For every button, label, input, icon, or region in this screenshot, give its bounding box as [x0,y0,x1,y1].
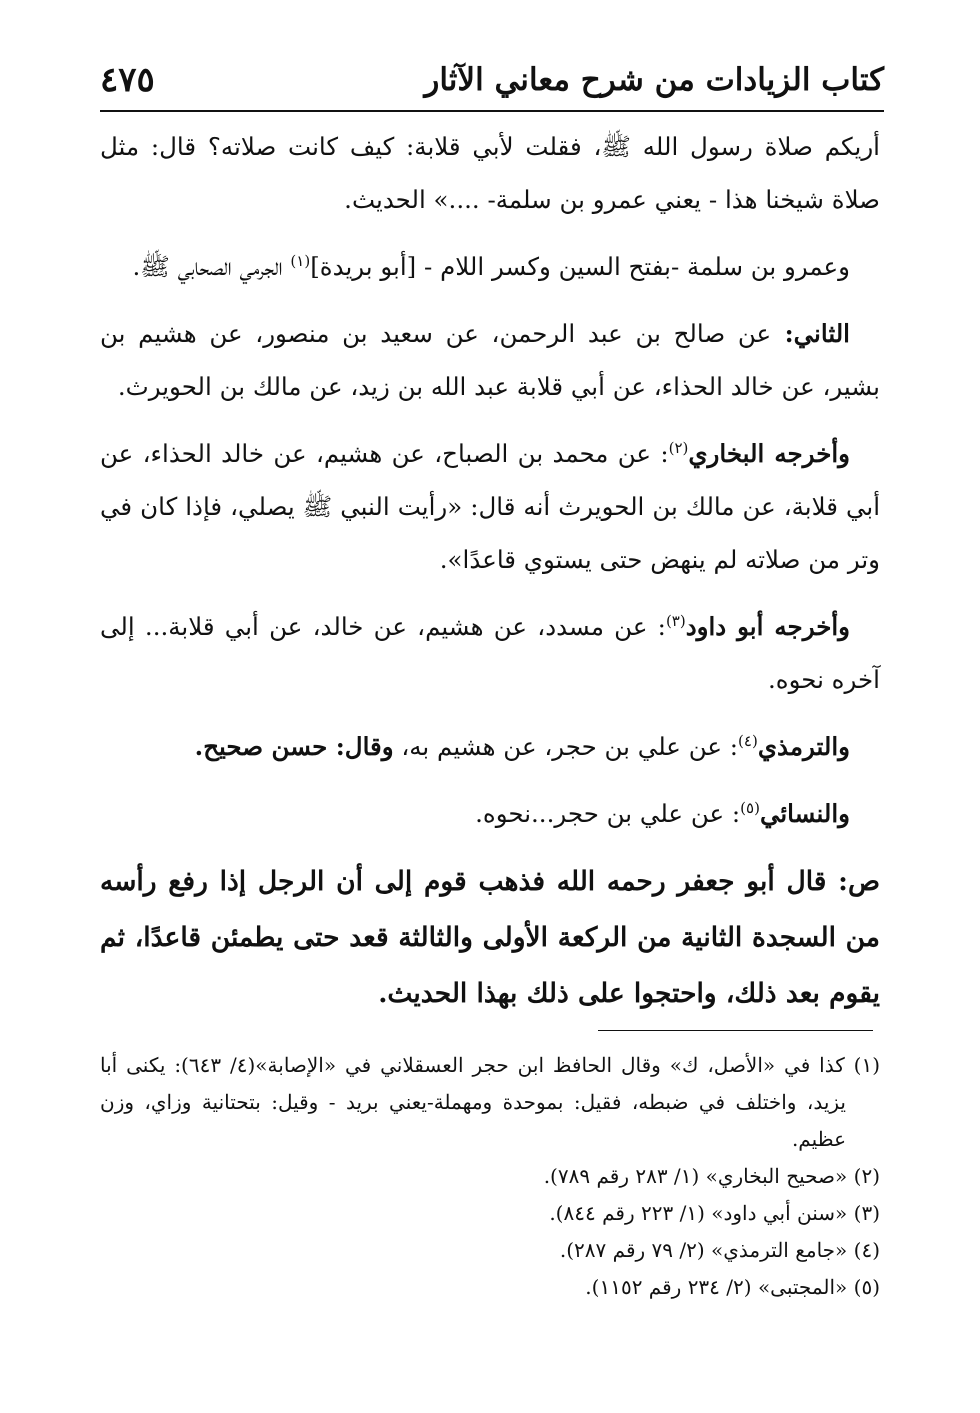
footnote-ref-1: (١) [290,251,311,270]
footnote-5: (٥) «المجتبى» (٢/ ٢٣٤ رقم ١١٥٢). [585,1275,880,1299]
footnote-rule [598,1030,873,1031]
paragraph-3-heading: الثاني: [771,319,850,348]
paragraph-5 [100,600,880,706]
paragraph-6-text: : عن علي بن حجر، عن هشيم به، [393,732,739,761]
paragraph-2 [100,240,880,293]
header-rule [100,110,884,112]
paragraph-3 [100,307,880,413]
paragraph-1: أريكم صلاة رسول الله ﷺ، فقلت لأبي قلابة: كيف كانت صلاته؟ قال: مثل صلاة شيخنا هذا - يعني عمرو بن سلمة- ....» الحديث. [100,132,880,214]
paragraph-7-text: : عن علي بن حجر...نحوه. [475,799,741,828]
paragraph-4-heading: وأخرجه البخاري [688,439,850,468]
paragraph-6-grading: وقال: حسن صحيح. [194,732,394,761]
paragraph-2-text-a: وعمرو بن سلمة -بفتح السين وكسر اللام - [أبو بريدة] [310,252,850,281]
paragraph-4-text: : عن محمد بن الصباح، عن هشيم، عن خالد الحذاء، عن أبي قلابة، عن مالك بن الحويرث أنه قال: «رأيت النبي ﷺ يصلي، فإذا كان في وتر من صلاته لم ينهض حتى يستوي قاعدًا». [100,439,880,574]
footnote-2: (٢) «صحيح البخاري» (١/ ٢٨٣ رقم ٧٨٩). [543,1164,880,1188]
running-title: كتاب الزيادات من شرح معاني الآثار [424,62,884,98]
paragraph-5-text: : عن مسدد، عن هشيم، عن خالد، عن أبي قلابة... إلى آخره نحوه. [100,612,880,694]
paragraph-2-text-b: الجرمي الصحابي ﷺ. [132,252,291,281]
paragraph-5-heading: وأخرجه أبو داود [685,612,850,641]
main-text [100,120,880,1036]
footnote-ref-5: (٥) [740,798,760,817]
footnote-ref-3: (٣) [665,611,686,630]
page-number: ٤٧٥ [100,60,155,100]
paragraph-3-text: عن صالح بن عبد الرحمن، عن سعيد بن منصور، عن هشيم بن بشير، عن خالد الحذاء، عن أبي قلابة عبد الله بن زيد، عن مالك بن الحويرث. [100,319,880,401]
paragraph-7 [100,787,880,840]
paragraph-7-heading: والنسائي [759,799,850,828]
paragraph-8: ص: قال أبو جعفر رحمه الله فذهب قوم إلى أن الرجل إذا رفع رأسه من السجدة الثانية من الركعة الأولى والثالثة قعد حتى يطمئن قاعدًا، ثم يقوم بعد ذلك، واحتجوا على ذلك بهذا الحديث. [100,866,880,1009]
footnote-3: (٣) «سنن أبي داود» (١/ ٢٢٣ رقم ٨٤٤). [549,1201,880,1225]
paragraph-6-heading: والترمذي [757,732,850,761]
footnote-ref-2: (٢) [668,438,689,457]
page-header [100,55,884,105]
paragraph-6 [100,720,880,773]
footnotes [100,1047,880,1306]
footnote-1: (١) كذا في «الأصل، ك» وقال الحافظ ابن حجر العسقلاني في «الإصابة»(٤/ ٦٤٣): يكنى أبا يزيد، واختلف في ضبطه، فقيل: بموحدة ومهملة-يعني بريد - وقيل: بتحتانية وزاي، وزن عظيم. [100,1053,880,1151]
paragraph-4 [100,427,880,586]
footnote-ref-4: (٤) [738,731,758,750]
footnote-4: (٤) «جامع الترمذي» (٢/ ٧٩ رقم ٢٨٧). [559,1238,880,1262]
